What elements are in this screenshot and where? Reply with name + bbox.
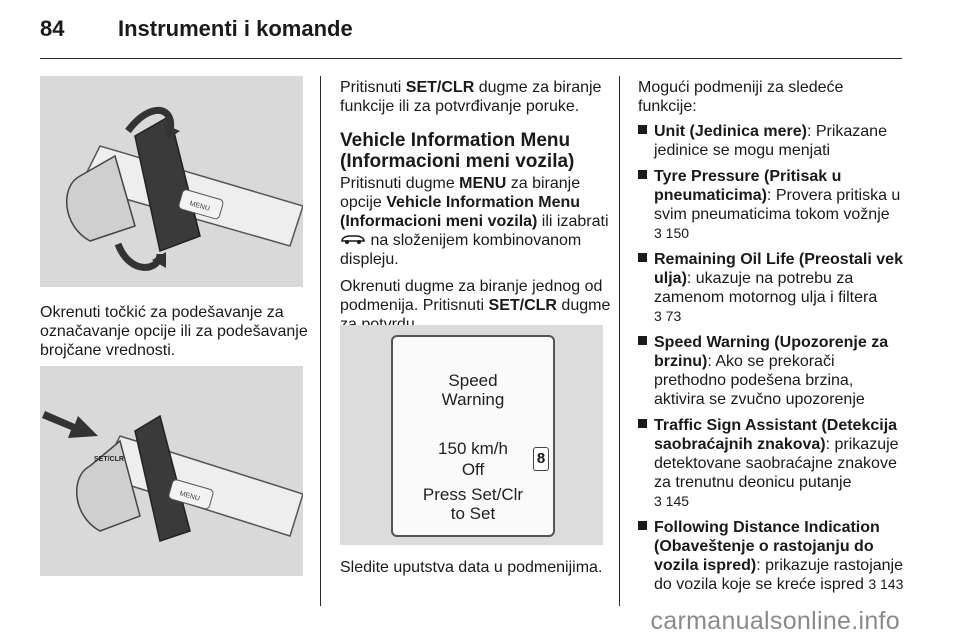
menu-paragraph: Pritisnuti dugme MENU za biranje opcije Vehicle Information Menu (Informacioni meni vozila) ili izabrati na složenijem kombinovanom displeju.	[340, 175, 609, 268]
display-line-4: Off	[461, 460, 485, 479]
intro-paragraph: Pritisnuti SET/CLR dugme za biranje funkcije ili za potvrđivanje poruke.	[340, 79, 602, 115]
right-intro: Mogući podmeniji za sledeće funkcije:	[638, 79, 844, 115]
car-icon	[340, 232, 366, 249]
list-item: Unit (Jedinica mere): Prikazane jedinice se mogu menjati	[638, 122, 906, 160]
list-item: Remaining Oil Life (Preostali vek ulja): ukazuje na potrebu za zamenom motornog ulja i filtera 3 73	[638, 250, 906, 326]
list-item: Following Distance Indication (Obaveštenje o rastojanju do vozila ispred): prikazuje rastojanje do vozila koje se kreće ispred 3 143	[638, 518, 906, 594]
submenu-list	[638, 122, 906, 594]
display-line-1: Speed	[448, 371, 498, 390]
column-divider-1	[320, 76, 321, 606]
list-item: Tyre Pressure (Pritisak u pneumaticima): Provera pritiska u svim pneumaticima tokom vožnje 3 150	[638, 167, 906, 243]
bullet-icon	[638, 125, 647, 134]
stalk-button-illustration	[40, 366, 303, 576]
set-clr-label: SET/CLR	[94, 456, 124, 463]
menu-button-label: MENU	[188, 200, 211, 213]
page-reference: 3 143	[868, 576, 904, 592]
watermark: carmanualsonline.info	[650, 607, 900, 635]
page-reference: 3 145	[654, 493, 690, 509]
display-line-5: Press Set/Clr	[422, 485, 524, 504]
column-divider-2	[619, 76, 620, 606]
list-item: Traffic Sign Assistant (Detekcija saobraćajnih znakova): prikazuje detektovane saobraćajne znakove za trenutnu deonicu putanje 3 145	[638, 416, 906, 511]
menu-button-label-2: MENU	[178, 490, 201, 503]
callout-badge: 8	[533, 447, 549, 471]
middle-footer-text: Sledite uputstva data u podmenijima.	[340, 559, 603, 576]
header-rule	[40, 58, 902, 59]
bullet-icon	[638, 253, 647, 262]
display-line-3: 150 km/h	[438, 439, 508, 458]
bullet-icon	[638, 521, 647, 530]
list-item: Speed Warning (Upozorenje za brzinu): Ako se prekorači prethodno podešena brzina, aktivira se zvučno upozorenje	[638, 333, 906, 409]
stalk-wheel-drawing	[40, 76, 303, 287]
page-reference: 3 73	[654, 308, 682, 324]
speed-warning-display	[391, 335, 555, 537]
section-heading: Vehicle Information Menu (Informacioni meni vozila)	[340, 130, 575, 172]
page-title: Instrumenti i komande	[118, 16, 353, 41]
bullet-icon	[638, 170, 647, 179]
right-column	[638, 78, 906, 601]
stalk-button-drawing	[40, 366, 303, 576]
page-number: 84	[40, 16, 65, 41]
submenu-paragraph: Okrenuti dugme za biranje jednog od podmenija. Pritisnuti SET/CLR dugme	[340, 278, 611, 314]
middle-column	[340, 78, 612, 342]
bullet-icon	[638, 419, 647, 428]
left-caption: Okrenuti točkić za podešavanje za označavanje opcije ili za podešavanje brojčane vrednosti.	[40, 304, 308, 359]
display-line-6: to Set	[450, 504, 496, 523]
stalk-wheel-illustration	[40, 76, 303, 287]
page-reference: 3 150	[654, 225, 690, 241]
display-line-2: Warning	[441, 390, 505, 409]
bullet-icon	[638, 336, 647, 345]
